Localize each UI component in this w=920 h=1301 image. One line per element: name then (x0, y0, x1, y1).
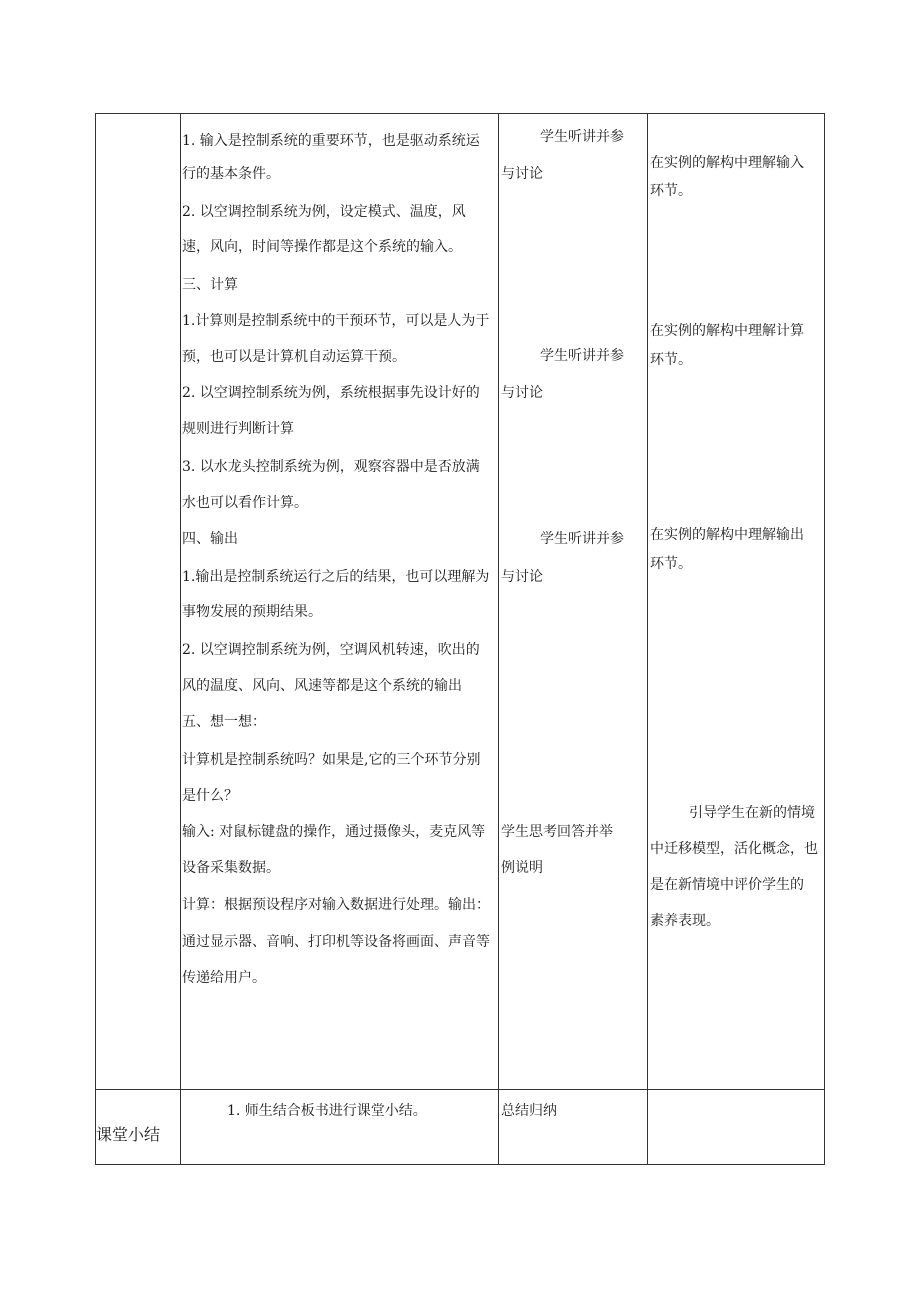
table-bottom-border (95, 1164, 825, 1165)
content-line: 预，也可以是计算机自动运算干预。 (182, 349, 406, 365)
student-activity: 学生听讲并参 (540, 348, 624, 364)
design-intent: 引导学生在新的情境 (689, 805, 815, 821)
content-line: 传递给用户。 (182, 970, 266, 986)
student-activity: 学生听讲并参 (540, 129, 624, 145)
student-activity: 与讨论 (501, 166, 543, 182)
column-divider-1 (180, 113, 181, 1165)
student-activity: 例说明 (501, 860, 543, 876)
design-intent: 环节。 (650, 183, 692, 199)
student-activity: 总结归纳 (501, 1103, 557, 1119)
student-activity: 学生思考回答并举 (501, 824, 613, 840)
content-line: 通过显示器、音响、打印机等设备将画面、声音等 (182, 934, 490, 950)
student-activity: 与讨论 (501, 569, 543, 585)
design-intent: 在实例的解构中理解输出 (650, 527, 804, 543)
student-activity: 学生听讲并参 (540, 531, 624, 547)
content-line: 是什么？ (182, 788, 238, 804)
section-heading: 五、想一想： (182, 714, 266, 730)
column-divider-3 (647, 113, 648, 1165)
content-line: 设备采集数据。 (182, 860, 280, 876)
content-line: 事物发展的预期结果。 (182, 604, 322, 620)
content-line: 行的基本条件。 (182, 166, 280, 182)
content-line: 水也可以看作计算。 (182, 495, 308, 511)
row-divider (95, 1089, 825, 1090)
column-divider-2 (498, 113, 499, 1165)
row-label-summary: 课堂小结 (96, 1125, 161, 1144)
section-heading: 三、计算 (182, 277, 238, 293)
design-intent: 素养表现。 (650, 913, 720, 929)
content-line: 1.计算则是控制系统中的干预环节，可以是人为于 (182, 313, 490, 329)
design-intent: 中迁移模型，活化概念，也 (650, 841, 818, 857)
content-line: 2. 以空调控制系统为例，系统根据事先设计好的 (182, 385, 480, 401)
content-line: 1. 输入是控制系统的重要环节，也是驱动系统运 (182, 133, 480, 149)
design-intent: 在实例的解构中理解输入 (650, 155, 804, 171)
content-line: 风的温度、风向、风速等都是这个系统的输出 (182, 678, 462, 694)
content-line: 输入: 对鼠标键盘的操作，通过摄像头，麦克风等 (182, 824, 486, 840)
content-line: 计算机是控制系统吗？如果是,它的三个环节分别 (182, 752, 481, 768)
student-activity: 与讨论 (501, 385, 543, 401)
table-right-border (824, 113, 825, 1165)
content-line: 规则进行判断计算 (182, 421, 294, 437)
design-intent: 在实例的解构中理解计算 (650, 323, 804, 339)
content-line: 2. 以空调控制系统为例，设定模式、温度，风 (182, 204, 466, 220)
design-intent: 环节。 (650, 352, 692, 368)
summary-content: 1. 师生结合板书进行课堂小结。 (227, 1103, 427, 1119)
table-top-border (95, 113, 825, 114)
section-heading: 四、输出 (182, 531, 238, 547)
content-line: 1.输出是控制系统运行之后的结果，也可以理解为 (182, 569, 490, 585)
content-line: 2. 以空调控制系统为例，空调风机转速，吹出的 (182, 642, 480, 658)
content-line: 3. 以水龙头控制系统为例，观察容器中是否放满 (182, 459, 480, 475)
design-intent: 环节。 (650, 556, 692, 572)
table-left-border (95, 113, 96, 1165)
design-intent: 是在新情境中评价学生的 (650, 877, 804, 893)
content-line: 速，风向，时间等操作都是这个系统的输入。 (182, 239, 462, 255)
content-line: 计算：根据预设程序对输入数据进行处理。输出： (182, 897, 490, 913)
